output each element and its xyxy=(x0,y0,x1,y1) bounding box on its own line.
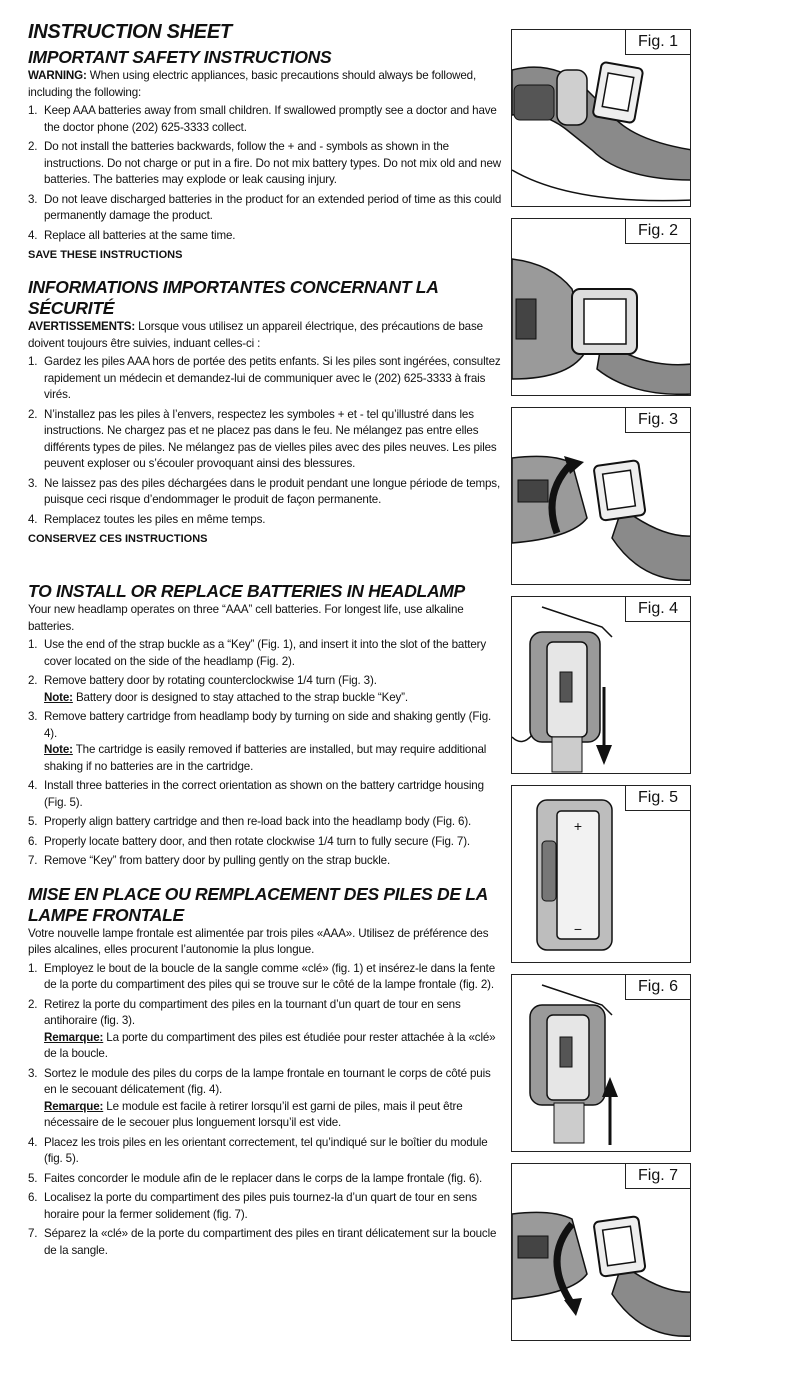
install-intro-en: Your new headlamp operates on three “AAA” cell batteries. For longest life, use alkaline batteries. xyxy=(28,603,464,633)
install-section-fr xyxy=(28,884,502,1260)
warning-text: When using electric appliances, basic precautions should always be followed, including the following: xyxy=(28,69,477,99)
warning-paragraph-fr xyxy=(28,319,502,352)
list-item: 1. Use the end of the strap buckle as a “Key” (Fig. 1), and insert it into the slot of the battery cover located on the side of the headlamp (Fig. 2). xyxy=(28,638,487,668)
figure-label: Fig. 2 xyxy=(625,219,690,244)
svg-text:+: + xyxy=(573,818,583,834)
install-section-en xyxy=(28,581,502,870)
reload-cartridge-illustration xyxy=(512,975,691,1152)
install-intro-fr: Votre nouvelle lampe frontale est alimentée par trois piles «AAA». Utilisez de préférence des piles alcalines, elles procurent l’autonomie la plus longue. xyxy=(28,926,489,956)
list-item: 3. Remove battery cartridge from headlamp body by turning on side and shaking gently (Fig. 4). Note: The cartridge is easily removed if batteries are installed, but may require additional shaking if no batteries are in the cartridge. xyxy=(28,709,502,775)
warning-text: Lorsque vous utilisez un appareil électrique, des précautions de base doivent toujours être suivies, induant celles-ci : xyxy=(28,320,483,350)
headlamp-strap-illustration xyxy=(512,30,691,207)
figure-4 xyxy=(511,596,691,774)
install-heading-fr: MISE EN PLACE OU REMPLACEMENT DES PILES DE LA LAMPE FRONTALE xyxy=(28,883,489,925)
list-item: 2. N’installez pas les piles à l’envers, respectez les symboles + et - tel qu’illustré dans les instructions. Ne chargez pas et ne placez pas dans le feu. Ne mélangez pas entre elles différents types de piles. Ne mélangez pas de vielles piles avec des piles neuves. Les piles peuvent exploser ou s’écouler provoquant ainsi des blessures. xyxy=(28,407,497,470)
figure-label: Fig. 7 xyxy=(625,1164,690,1189)
safety-section-en xyxy=(28,47,502,263)
list-item: 6. Properly locate battery door, and then rotate clockwise 1/4 turn to fully secure (Fig. 7). xyxy=(28,834,470,848)
warning-label: WARNING: xyxy=(28,69,87,82)
list-item: 2. Retirez la porte du compartiment des piles en la tournant d’un quart de tour en sens antihoraire (fig. 3). Remarque: La porte du compartiment des piles est étudiée pour rester attachée à la «clé» de la boucle. xyxy=(28,997,502,1063)
headlamp-side-illustration xyxy=(512,219,691,396)
list-item: 7. Séparez la «clé» de la porte du compartiment des piles en tirant délicatement sur la boucle de la sangle. xyxy=(28,1227,497,1257)
list-item: 4. Install three batteries in the correct orientation as shown on the battery cartridge housing (Fig. 5). xyxy=(28,779,484,809)
warning-paragraph-en xyxy=(28,68,502,101)
remove-cartridge-illustration xyxy=(512,597,691,774)
figure-6 xyxy=(511,974,691,1152)
install-heading-en: TO INSTALL OR REPLACE BATTERIES IN HEADLAMP xyxy=(28,581,465,601)
list-item: 4. Replace all batteries at the same time. xyxy=(28,228,236,242)
note: Remarque: La porte du compartiment des piles est étudiée pour rester attachée à la «clé» de la boucle. xyxy=(44,1030,496,1060)
safety-list-en xyxy=(28,103,502,244)
install-list-fr xyxy=(28,961,502,1260)
figure-label: Fig. 4 xyxy=(625,597,690,622)
list-item: 5. Properly align battery cartridge and then re-load back into the headlamp body (Fig. 6). xyxy=(28,815,472,828)
safety-section-fr xyxy=(28,277,502,547)
list-item: 2. Do not install the batteries backwards, follow the + and - symbols as shown in the instructions. Do not charge or put in a fire. Do not mix battery types. Do not mix old and new batteries. The batteries may explode or leak causing injury. xyxy=(28,140,501,186)
list-item: 4. Remplacez toutes les piles en même temps. xyxy=(28,512,266,526)
figure-7 xyxy=(511,1163,691,1341)
rotate-door-clockwise-illustration xyxy=(512,1164,691,1341)
list-item: 3. Ne laissez pas des piles déchargées dans le produit pendant une longue période de temps, puisque ceci risque d’endommager le produit de façon permanente. xyxy=(28,476,501,506)
page-title: INSTRUCTION SHEET xyxy=(28,21,232,43)
install-list-en xyxy=(28,637,502,870)
list-item: 2. Remove battery door by rotating counterclockwise 1/4 turn (Fig. 3). Note: Battery door is designed to stay attached to the strap buckle “Key”. xyxy=(28,673,502,706)
figure-5 xyxy=(511,785,691,963)
list-item: 6. Localisez la porte du compartiment des piles puis tournez-la d’un quart de tour en sens horaire pour la fermer solidement (fig. 7). xyxy=(28,1191,477,1221)
list-item: 1. Gardez les piles AAA hors de portée des petits enfants. Si les piles sont ingérées, consultez rapidement un médecin et demandez-lui de communiquer avec le (202) 625-3333 à frais virés. xyxy=(28,355,501,401)
note: Remarque: Le module est facile à retirer lorsqu’il est garni de piles, mais il peut être nécessaire de le secouer plus longuement lorsqu’il est vide. xyxy=(44,1099,463,1129)
figure-label: Fig. 1 xyxy=(625,30,690,55)
list-item: 4. Placez les trois piles en les orientant correctement, tel qu’indiqué sur le boîtier du module (fig. 5). xyxy=(28,1135,488,1165)
figure-1 xyxy=(511,29,691,207)
safety-heading-en: IMPORTANT SAFETY INSTRUCTIONS xyxy=(28,47,332,67)
save-instructions-fr: CONSERVEZ CES INSTRUCTIONS xyxy=(28,533,208,545)
list-item: 1. Keep AAA batteries away from small children. If swallowed promptly see a doctor and have the doctor phone (202) 625-3333 collect. xyxy=(28,104,497,134)
svg-text:−: − xyxy=(573,921,583,937)
list-item: 7. Remove “Key” from battery door by pulling gently on the strap buckle. xyxy=(28,854,391,867)
battery-cartridge-illustration xyxy=(512,786,691,963)
figure-label: Fig. 6 xyxy=(625,975,690,1000)
safety-heading-fr: INFORMATIONS IMPORTANTES CONCERNANT LA SÉCURITÉ xyxy=(28,277,438,318)
safety-list-fr xyxy=(28,354,502,528)
list-item: 3. Do not leave discharged batteries in the product for an extended period of time as this could permanently damage the product. xyxy=(28,192,502,222)
save-instructions-en: SAVE THESE INSTRUCTIONS xyxy=(28,249,183,261)
figure-2 xyxy=(511,218,691,396)
list-item: 3. Sortez le module des piles du corps de la lampe frontale en tournant le corps de côté puis en le secouant délicatement (fig. 4). Remarque: Le module est facile à retirer lorsqu’il est garni de piles, mais il peut être nécessaire de le secouer plus longuement lorsqu’il est vide. xyxy=(28,1066,502,1132)
figure-3 xyxy=(511,407,691,585)
warning-label: AVERTISSEMENTS: xyxy=(28,320,136,333)
instructions-column xyxy=(28,20,502,1262)
note: Note: Battery door is designed to stay attached to the strap buckle “Key”. xyxy=(44,690,408,704)
list-item: 5. Faites concorder le module afin de le replacer dans le corps de la lampe frontale (fig. 6). xyxy=(28,1171,483,1185)
figure-label: Fig. 3 xyxy=(625,408,690,433)
note: Note: The cartridge is easily removed if batteries are installed, but may require additional shaking if no batteries are in the cartridge. xyxy=(44,743,487,773)
list-item: 1. Employez le bout de la boucle de la sangle comme «clé» (fig. 1) et insérez-le dans la fente de la porte du compartiment des piles qui se trouve sur le côté de la lampe frontale (fig. 2). xyxy=(28,961,496,991)
figure-label: Fig. 5 xyxy=(625,786,690,811)
rotate-door-illustration xyxy=(512,408,691,585)
